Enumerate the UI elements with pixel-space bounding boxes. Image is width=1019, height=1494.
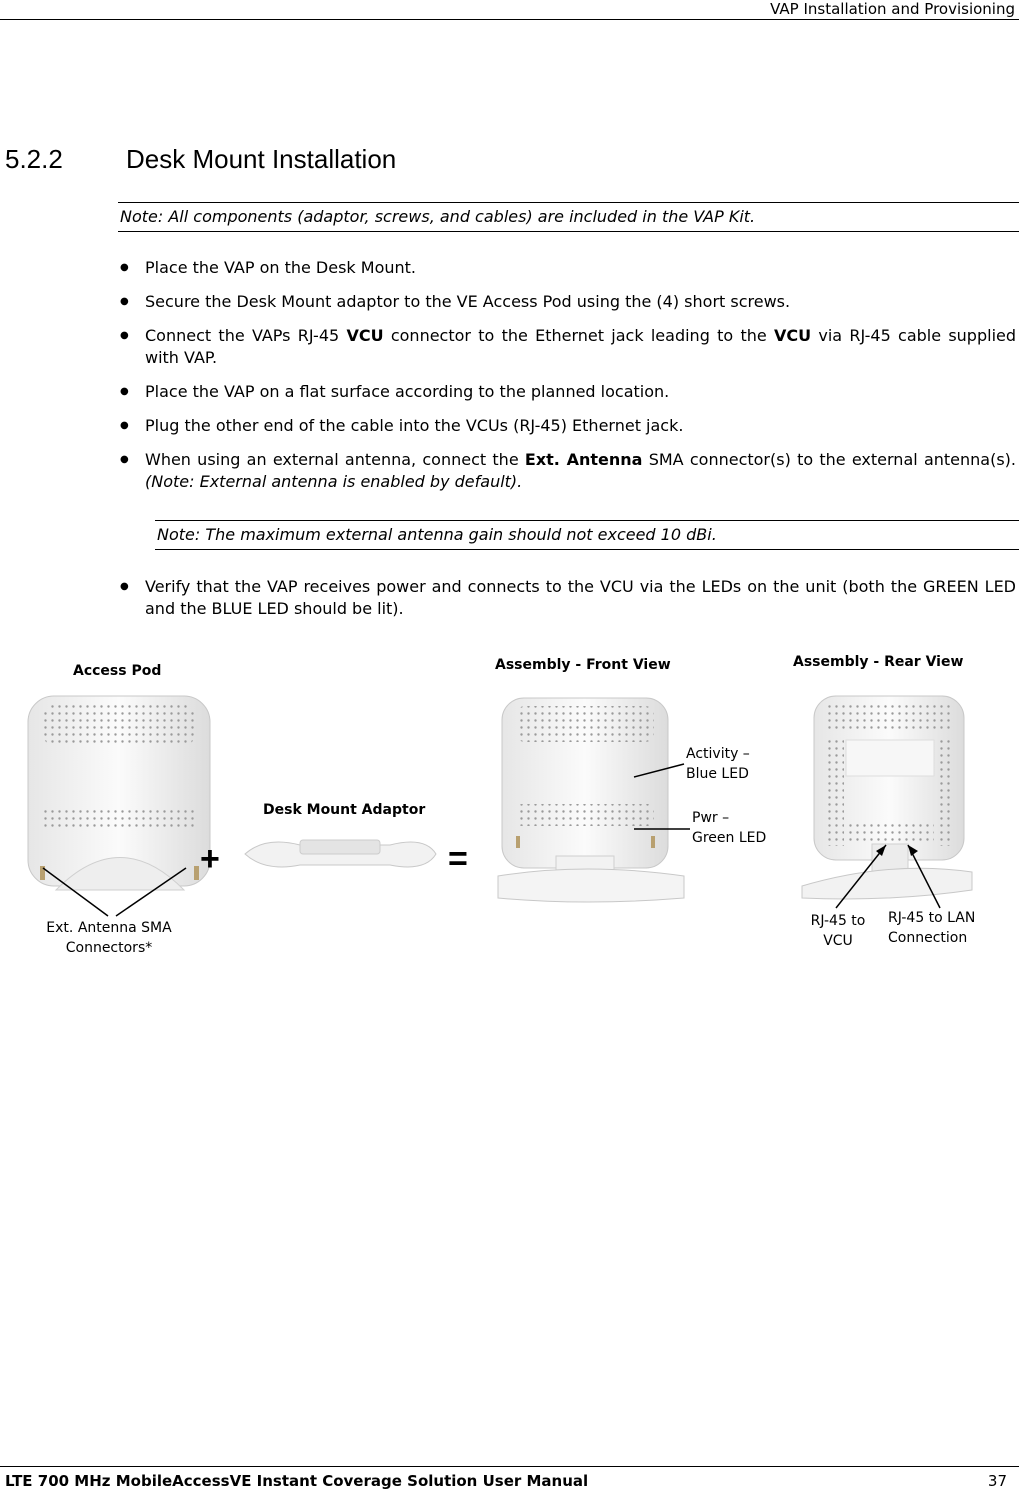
list-item: ● Secure the Desk Mount adaptor to the VE Access Pod using the (4) short screws. [118, 291, 1016, 313]
callout-rj45-lan: RJ-45 to LAN Connection [888, 910, 976, 946]
instruction-list-b [118, 576, 1016, 632]
list-item: ● Plug the other end of the cable into the VCUs (RJ-45) Ethernet jack. [118, 415, 1016, 437]
list-item: ● Connect the VAPs RJ-45 VCU connector to the Ethernet jack leading to the VCU via RJ-45 cable supplied with VAP. [118, 325, 1016, 369]
caption-access-pod: Access Pod [73, 663, 162, 679]
desk-mount-adaptor-image [245, 840, 436, 867]
page-number: 37 [987, 1472, 1007, 1490]
callout-pwr-led: Pwr – Green LED [692, 810, 767, 846]
footer-rule [0, 1466, 1019, 1467]
access-pod-image [28, 696, 210, 890]
callout-rj45-vcu: RJ-45 to VCU [810, 913, 866, 949]
section-heading [5, 144, 396, 175]
header-rule [0, 19, 1019, 20]
footer-title: LTE 700 MHz MobileAccessVE Instant Coverage Solution User Manual [5, 1472, 589, 1490]
caption-front-view: Assembly - Front View [495, 657, 671, 673]
list-item: ● When using an external antenna, connect the Ext. Antenna SMA connector(s) to the external antenna(s). (Note: External antenna is enabled by default). [118, 449, 1016, 493]
caption-rear-view: Assembly - Rear View [793, 654, 964, 670]
note-components: Note: All components (adaptor, screws, and cables) are included in the VAP Kit. [118, 202, 1019, 232]
section-title: Desk Mount Installation [126, 144, 397, 174]
callout-ext-antenna: Ext. Antenna SMA Connectors* [46, 920, 172, 956]
equals-symbol: = [448, 840, 468, 878]
callout-activity-led: Activity – Blue LED [686, 746, 750, 782]
plus-symbol: + [200, 840, 220, 878]
list-item: ● Place the VAP on the Desk Mount. [118, 257, 1016, 279]
assembly-front-view-image [498, 698, 684, 902]
list-item: ● Place the VAP on a flat surface according to the planned location. [118, 381, 1016, 403]
section-number: 5.2.2 [5, 144, 63, 174]
running-header: VAP Installation and Provisioning [770, 0, 1015, 18]
caption-desk-mount-adaptor: Desk Mount Adaptor [263, 802, 426, 818]
list-item: ● Verify that the VAP receives power and connects to the VCU via the LEDs on the unit (both the GREEN LED and the BLUE LED should be lit). [118, 576, 1016, 620]
instruction-list-a [118, 257, 1016, 505]
assembly-rear-view-image [802, 696, 972, 899]
note-antenna-gain: Note: The maximum external antenna gain should not exceed 10 dBi. [155, 520, 1019, 550]
